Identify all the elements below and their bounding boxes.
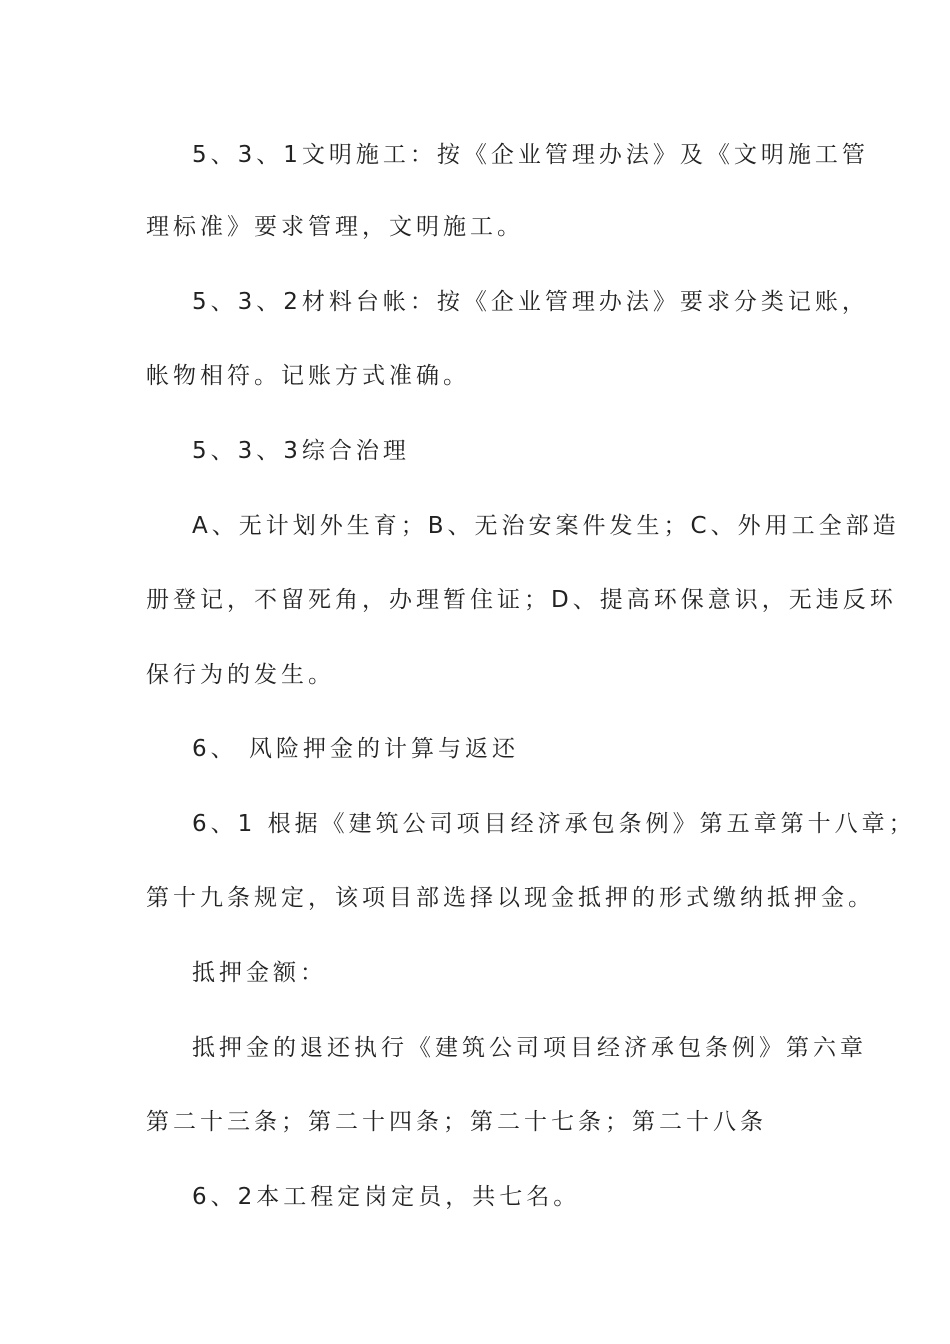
para-comprehensive-line-1: A、无计划外生育；B、无治安案件发生；C、外用工全部造 bbox=[192, 513, 900, 539]
para-comprehensive-line-3: 保行为的发生。 bbox=[146, 662, 335, 688]
para-5-3-2-line-1: 5、3、2材料台帐：按《企业管理办法》要求分类记账， bbox=[192, 289, 869, 315]
para-5-3-2-line-2: 帐物相符。记账方式准确。 bbox=[146, 363, 470, 389]
para-5-3-1-line-1: 5、3、1文明施工：按《企业管理办法》及《文明施工管 bbox=[192, 142, 869, 168]
para-6-2: 6、2本工程定岗定员，共七名。 bbox=[192, 1184, 581, 1210]
para-comprehensive-line-2: 册登记，不留死角，办理暂住证；D、提高环保意识，无违反环 bbox=[146, 587, 897, 613]
heading-5-3-3: 5、3、3综合治理 bbox=[192, 438, 410, 464]
para-6-1-line-1: 6、1 根据《建筑公司项目经济承包条例》第五章第十八章； bbox=[192, 811, 916, 837]
para-refund-line-2: 第二十三条；第二十四条；第二十七条；第二十八条 bbox=[146, 1109, 767, 1135]
deposit-amount-label: 抵押金额： bbox=[192, 960, 327, 986]
para-6-1-line-2: 第十九条规定，该项目部选择以现金抵押的形式缴纳抵押金。 bbox=[146, 885, 875, 911]
heading-section-6: 6、 风险押金的计算与返还 bbox=[192, 736, 519, 762]
para-refund-line-1: 抵押金的退还执行《建筑公司项目经济承包条例》第六章 bbox=[192, 1035, 867, 1061]
para-5-3-1-line-2: 理标准》要求管理，文明施工。 bbox=[146, 214, 524, 240]
